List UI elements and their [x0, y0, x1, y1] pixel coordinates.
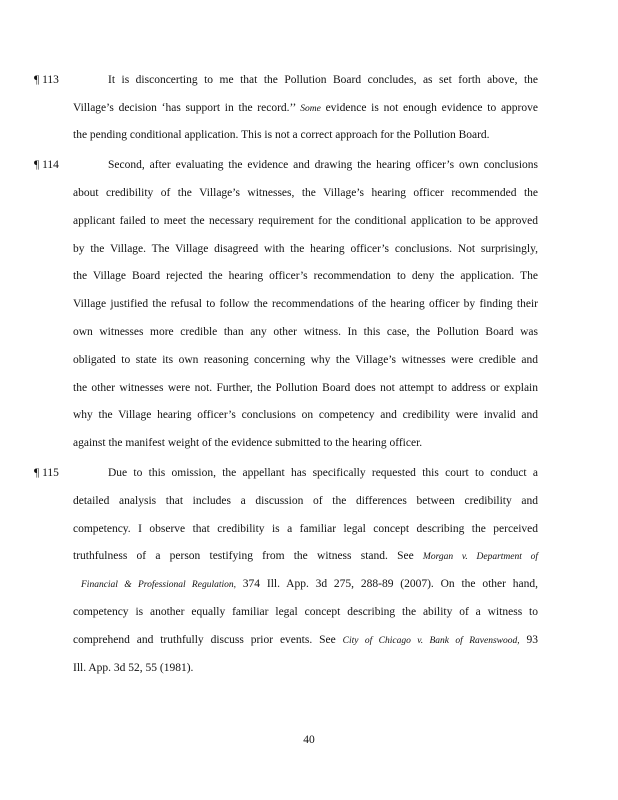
paragraph-number: ¶ 115: [34, 467, 59, 479]
text-line: detailed analysis that includes a discussion of the differences between credibility and: [73, 495, 538, 507]
paragraph-number: ¶ 113: [34, 74, 59, 86]
page-number: 40: [303, 734, 315, 746]
text-line: the Village Board rejected the hearing officer’s recommendation to deny the application. The: [73, 270, 538, 282]
text-line: [73, 550, 538, 564]
text-segment: comprehend and truthfully discuss prior events. See: [73, 634, 343, 646]
text-line: competency is another equally familiar legal concept describing the ability of a witness to: [73, 606, 538, 618]
text-line: It is disconcerting to me that the Pollution Board concludes, as set forth above, the: [108, 74, 538, 86]
text-segment: evidence is not enough evidence to approve: [320, 102, 538, 114]
case-name: Morgan v. Department of: [422, 552, 538, 562]
text-segment: 374 Ill. App. 3d 275, 288-89 (2007). On the other hand,: [236, 578, 538, 590]
case-name: Financial & Professional Regulation,: [81, 580, 236, 590]
text-line: Second, after evaluating the evidence and drawing the hearing officer’s own conclusions: [108, 159, 538, 171]
text-line: competency. I observe that credibility is a familiar legal concept describing the perceived: [73, 523, 538, 535]
text-line: about credibility of the Village’s witnesses, the Village’s hearing officer recommended the: [73, 187, 538, 199]
text-line: applicant failed to meet the necessary requirement for the conditional application to be approved: [73, 215, 538, 227]
text-line: [73, 102, 538, 116]
text-line: Village justified the refusal to follow the recommendations of the hearing officer by finding their: [73, 298, 538, 310]
text-line: by the Village. The Village disagreed with the hearing officer’s conclusions. Not surprisingly,: [73, 243, 538, 255]
text-line: Ill. App. 3d 52, 55 (1981).: [73, 662, 194, 674]
text-segment: Village’s decision ‘has support in the record.’’: [73, 102, 301, 114]
text-line: obligated to state its own reasoning concerning why the Village’s witnesses were credible and: [73, 354, 538, 366]
text-line: the pending conditional application. This is not a correct approach for the Pollution Board.: [73, 129, 490, 141]
text-segment: 93: [519, 634, 539, 646]
text-line: why the Village hearing officer’s conclusions on competency and credibility were invalid and: [73, 409, 538, 421]
text-line: the other witnesses were not. Further, the Pollution Board does not attempt to address or explain: [73, 382, 538, 394]
text-line: own witnesses more credible than any other witness. In this case, the Pollution Board was: [73, 326, 538, 338]
text-line: against the manifest weight of the evidence submitted to the hearing officer.: [73, 437, 423, 449]
text-line: [73, 634, 538, 648]
paragraph-number: ¶ 114: [34, 159, 59, 171]
text-segment: truthfulness of a person testifying from the witness stand. See: [73, 550, 423, 562]
text-line: Due to this omission, the appellant has specifically requested this court to conduct a: [108, 467, 538, 479]
case-name: City of Chicago v. Bank of Ravenswood,: [342, 636, 520, 646]
text-line: [81, 578, 538, 592]
italic-word: Some: [300, 104, 321, 114]
